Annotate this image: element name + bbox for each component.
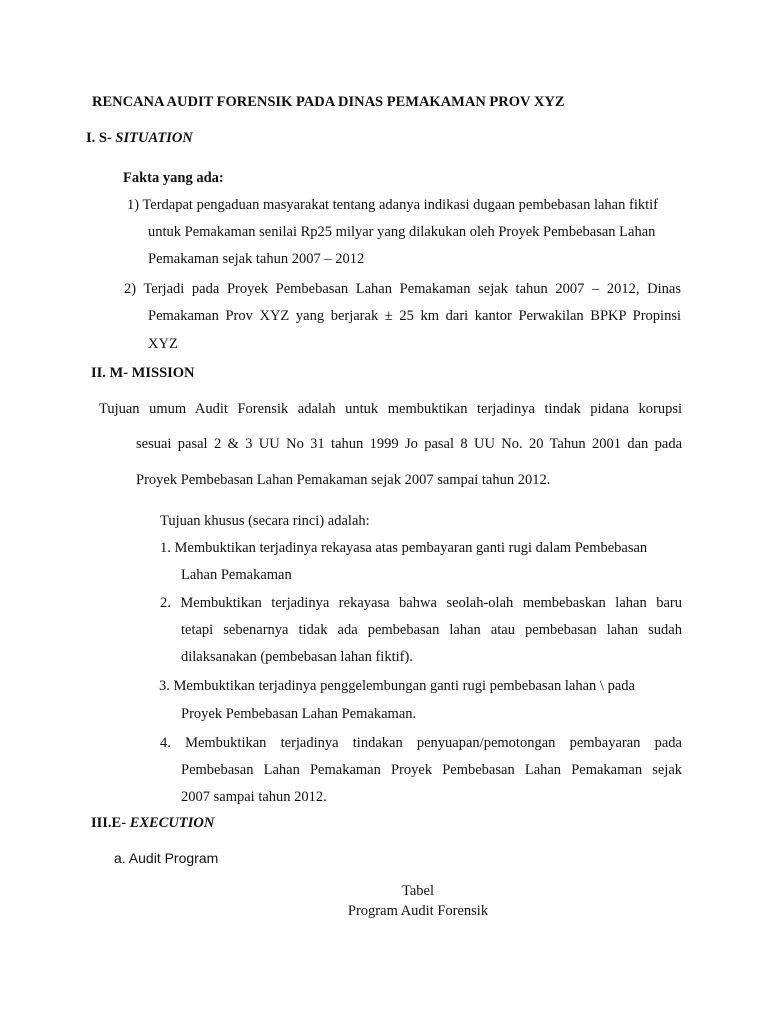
tujuan-khusus-item-1-line-1: 1. Membuktikan terjadinya rekayasa atas pembayaran ganti rugi dalam Pembebasan <box>160 540 648 556</box>
tujuan-khusus-item-2-line-1: 2. Membuktikan terjadinya rekayasa bahwa seolah-olah membebaskan lahan baru <box>160 595 682 611</box>
fakta-item-2-line-1: 2) Terjadi pada Proyek Pembebasan Lahan Pemakaman sejak tahun 2007 – 2012, Dinas <box>124 281 681 297</box>
tujuan-umum-line-1: Tujuan umum Audit Forensik adalah untuk membuktikan terjadinya tindak pidana korupsi <box>99 401 682 417</box>
tujuan-khusus-item-4-line-3: 2007 sampai tahun 2012. <box>181 789 327 805</box>
tujuan-umum-line-3: Proyek Pembebasan Lahan Pemakaman sejak 2007 sampai tahun 2012. <box>136 472 551 488</box>
section-mission-heading: II. M- MISSION <box>91 365 195 381</box>
tujuan-khusus-item-2-line-2: tetapi sebenarnya tidak ada pembebasan lahan atau pembebasan lahan sudah <box>181 622 682 638</box>
document-title: RENCANA AUDIT FORENSIK PADA DINAS PEMAKAMAN PROV XYZ <box>92 94 565 110</box>
tujuan-khusus-item-3-line-1: 3. Membuktikan terjadinya penggelembungan ganti rugi pembebasan lahan \ pada <box>159 678 635 694</box>
tujuan-khusus-item-3-line-2: Proyek Pembebasan Lahan Pemakaman. <box>181 706 417 722</box>
fakta-item-2-line-3: XYZ <box>148 336 178 352</box>
section-situation-heading: I. S- SITUATION <box>86 130 193 146</box>
fakta-item-1-line-2: untuk Pemakaman senilai Rp25 milyar yang dilakukan oleh Proyek Pembebasan Lahan <box>148 224 656 240</box>
audit-program-heading: a. Audit Program <box>114 850 219 866</box>
table-caption-title: Program Audit Forensik <box>347 903 489 919</box>
section-execution-heading: III.E- EXECUTION <box>91 815 215 831</box>
tujuan-khusus-item-4-line-2: Pembebasan Lahan Pemakaman Proyek Pembebasan Lahan Pemakaman sejak <box>181 762 682 778</box>
fakta-item-2-line-2: Pemakaman Prov XYZ yang berjarak ± 25 km dari kantor Perwakilan BPKP Propinsi <box>148 308 681 324</box>
tujuan-khusus-item-2-line-3: dilaksanakan (pembebasan lahan fiktif). <box>181 649 413 665</box>
fakta-heading: Fakta yang ada: <box>123 170 224 186</box>
tujuan-khusus-item-1-line-2: Lahan Pemakaman <box>181 567 292 583</box>
tujuan-umum-line-2: sesuai pasal 2 & 3 UU No 31 tahun 1999 Jo pasal 8 UU No. 20 Tahun 2001 dan pada <box>136 436 682 452</box>
tujuan-khusus-item-4-line-1: 4. Membuktikan terjadinya tindakan penyuapan/pemotongan pembayaran pada <box>160 735 682 751</box>
fakta-item-1-line-3: Pemakaman sejak tahun 2007 – 2012 <box>148 251 365 267</box>
table-caption-label: Tabel <box>402 883 434 899</box>
tujuan-khusus-heading: Tujuan khusus (secara rinci) adalah: <box>160 513 370 529</box>
fakta-item-1-line-1: 1) Terdapat pengaduan masyarakat tentang adanya indikasi dugaan pembebasan lahan fiktif <box>127 197 658 213</box>
